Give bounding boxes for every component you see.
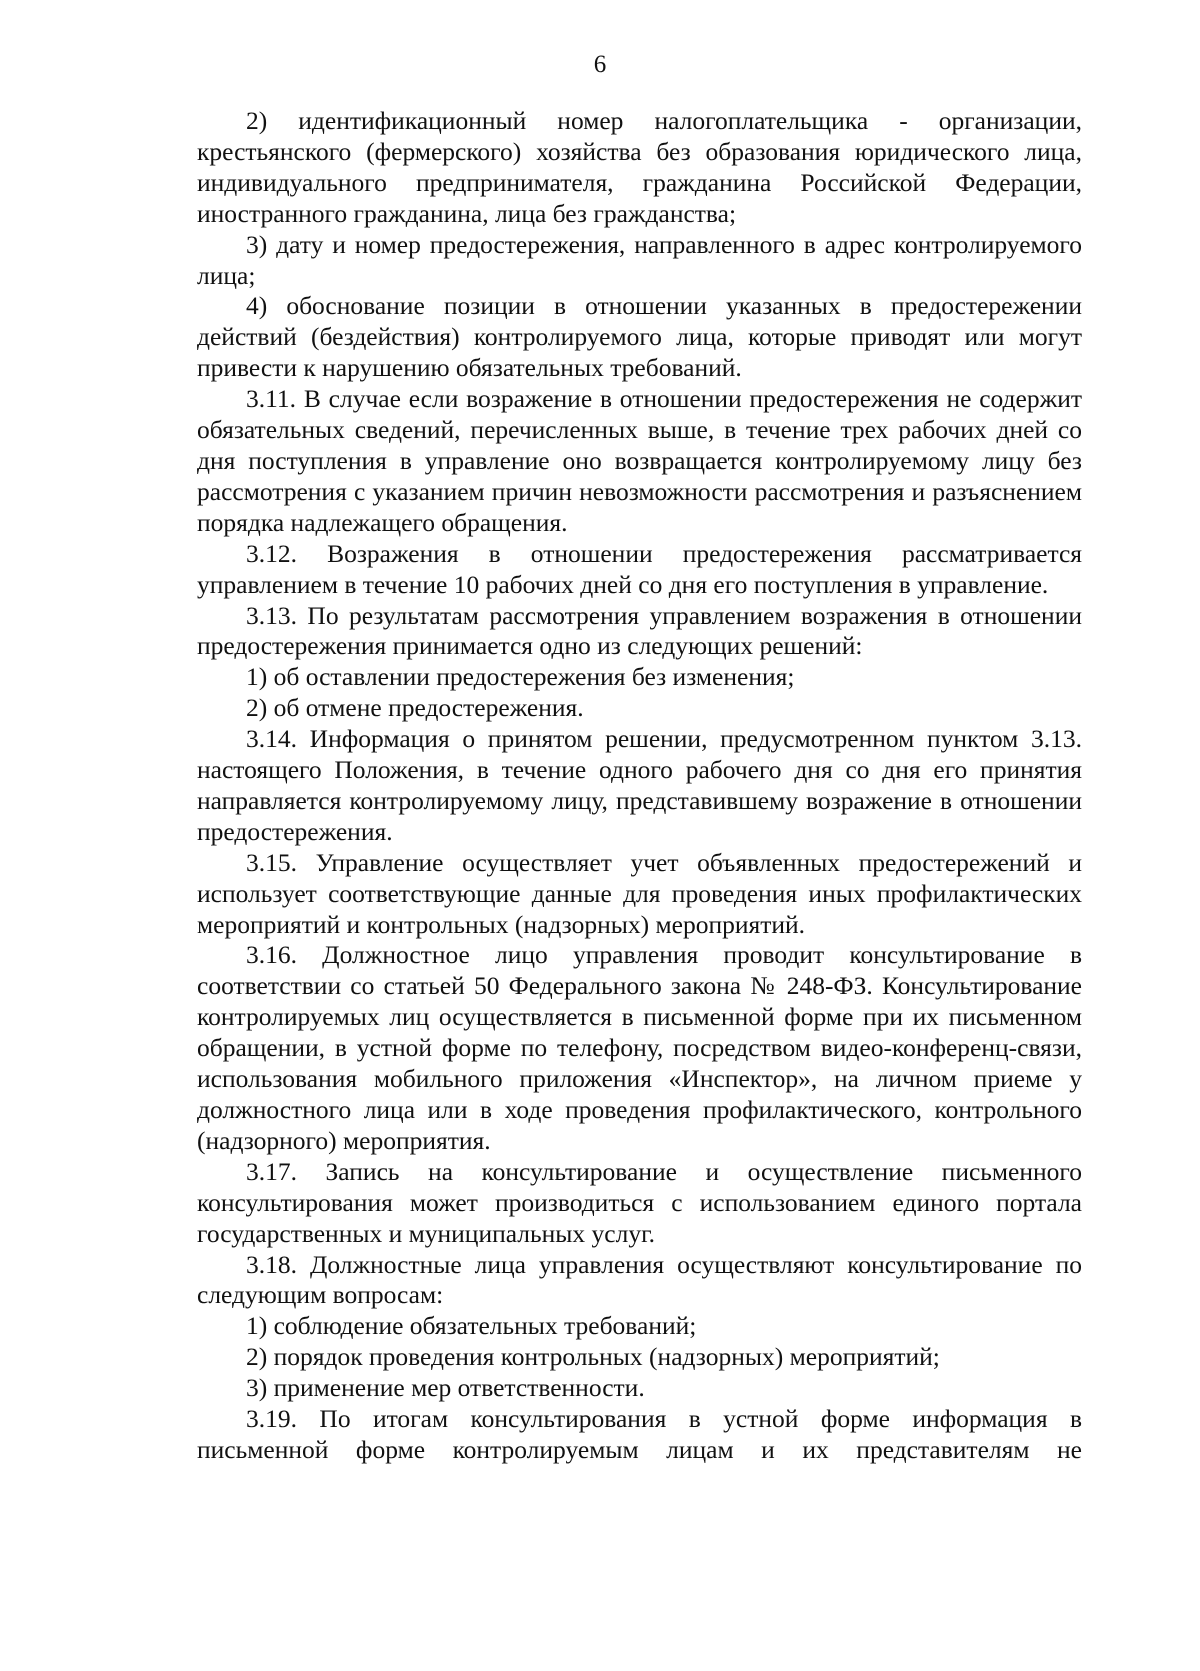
paragraph-3-17: 3.17. Запись на консультирование и осуществление письменного консультирования может производиться с использованием единого портала государственных и муниципальных услуг. <box>197 1156 1082 1248</box>
document-body <box>197 106 1082 1466</box>
paragraph-item-2: 2) идентификационный номер налогоплательщика - организации, крестьянского (фермерского) хозяйства без образования юридического лица, индивидуального предпринимателя, гражданина Российской Федерации, иностранного гражданина, лица без гражданства; <box>197 106 1082 228</box>
paragraph-3-18: 3.18. Должностные лица управления осуществляют консультирование по следующим вопросам: <box>197 1249 1082 1310</box>
paragraph-item-4: 4) обоснование позиции в отношении указанных в предостережении действий (бездействия) контролируемого лица, которые приводят или могут привести к нарушению обязательных требований. <box>197 291 1082 383</box>
paragraph-3-12: 3.12. Возражения в отношении предостережения рассматривается управлением в течение 10 рабочих дней со дня его поступления в управление. <box>197 538 1082 599</box>
paragraph-3-14: 3.14. Информация о принятом решении, предусмотренном пунктом 3.13. настоящего Положения, в течение одного рабочего дня со дня его принятия направляется контролируемому лицу, представившему возражение в отношении предостережения. <box>197 724 1082 846</box>
paragraph-3-16: 3.16. Должностное лицо управления проводит консультирование в соответствии со статьей 50 Федерального закона № 248-ФЗ. Консультирование контролируемых лиц осуществляется в письменной форме при их письменном обращении, в устной форме по телефону, посредством видео-конференц-связи, использования мобильного приложения «Инспектор», на личном приеме у должностного лица или в ходе проведения профилактического, контрольного (надзорного) мероприятия. <box>197 940 1082 1155</box>
paragraph-3-13-item-1: 1) об оставлении предостережения без изменения; <box>246 662 795 692</box>
paragraph-3-18-item-1: 1) соблюдение обязательных требований; <box>246 1311 697 1341</box>
page-number: 6 <box>593 51 607 78</box>
paragraph-3-13: 3.13. По результатам рассмотрения управлением возражения в отношении предостережения принимается одно из следующих решений: <box>197 600 1082 661</box>
paragraph-3-19: 3.19. По итогам консультирования в устной форме информация в письменной форме контролируемым лицам и их представителям не <box>197 1404 1082 1464</box>
paragraph-3-11: 3.11. В случае если возражение в отношении предостережения не содержит обязательных сведений, перечисленных выше, в течение трех рабочих дней со дня поступления в управление оно возвращается контролируемому лицу без рассмотрения с указанием причин невозможности рассмотрения и разъяснением порядка надлежащего обращения. <box>197 384 1082 537</box>
paragraph-3-18-item-2: 2) порядок проведения контрольных (надзорных) мероприятий; <box>246 1342 940 1372</box>
paragraph-3-15: 3.15. Управление осуществляет учет объявленных предостережений и использует соответствующие данные для проведения иных профилактических мероприятий и контрольных (надзорных) мероприятий. <box>197 847 1082 939</box>
paragraph-item-3: 3) дату и номер предостережения, направленного в адрес контролируемого лица; <box>197 229 1082 290</box>
paragraph-3-13-item-2: 2) об отмене предостережения. <box>246 693 584 723</box>
paragraph-3-18-item-3: 3) применение мер ответственности. <box>246 1373 645 1403</box>
